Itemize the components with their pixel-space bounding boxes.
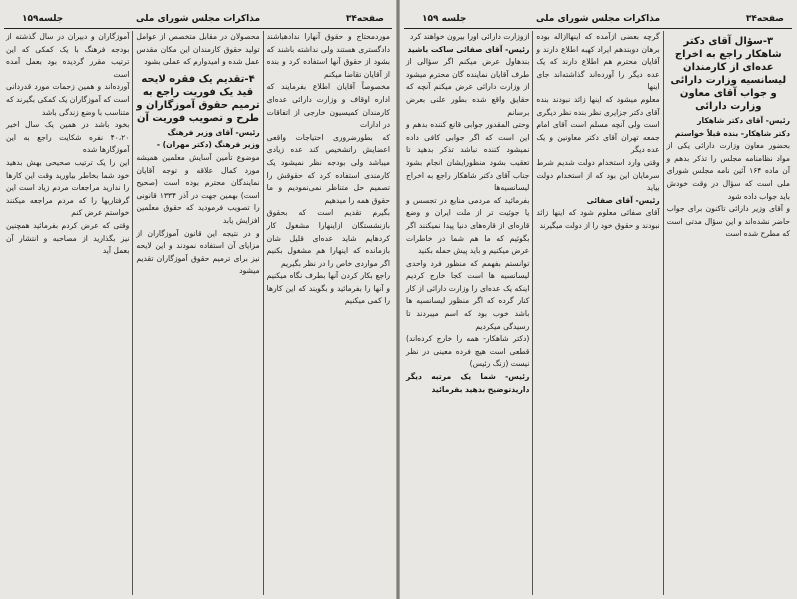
text-column xyxy=(263,31,393,595)
publication-title: مذاکرات مجلس شورای ملی xyxy=(535,14,661,24)
text-column xyxy=(532,31,662,595)
header-rule xyxy=(404,28,792,29)
speaker-line: رئیس- آقای دکتر شاهکار xyxy=(697,116,790,125)
session-number: جلسه۱۵۹ xyxy=(22,14,64,24)
speaker-line: دکتر شاهکار- بنده قبلاً خواستم xyxy=(674,128,790,138)
text-column xyxy=(3,31,132,595)
paragraph: آقای صفائی معلوم شود که اینها زائد نبودند و حقوق خود را از دولت میگیرند xyxy=(536,208,660,230)
paragraph: ازوزارت دارائی اورا بیرون خواهند کرد xyxy=(409,32,530,41)
page-header xyxy=(404,14,792,28)
paragraph: و آقای وزیر دارائی تاکنون برای جواب حاضر نشده‌اند و این سؤال مدتی است که مطرح شده است xyxy=(666,204,790,239)
paragraph: موضوع تأمین آسایش معلمین همیشه مورد کمال علاقه و توجه آقایان نمایندگان محترم بوده است (صحیح است) بهمین جهت در آذر ۱۳۳۴ قانونی را تصویب فرمودید که حقوق معلمین افزایش یابد xyxy=(136,152,260,225)
paragraph: موردمحتاج و حقوق آنهارا ندادهباشند دادگستری هستند ولی نداشته باشند که بشود از حقوق آنها استفاده کرد و بنده از آقایان تقاضا میکنم xyxy=(266,32,390,79)
text-column xyxy=(132,31,262,595)
paragraph: محصولان در مقابل متخصص از عوامل تولید حقوق کارمندان این مکان مقدس عمل شده و امیدوارم که عملی بشود xyxy=(136,32,260,67)
left-page xyxy=(0,0,396,599)
page-number: صفحه۳۴ xyxy=(745,14,784,24)
text-column xyxy=(663,31,793,595)
columns xyxy=(3,31,393,595)
speaker-line: رئیس- آقای صفائی xyxy=(586,195,660,205)
right-page xyxy=(400,0,796,599)
paragraph: آورده‌اند و همین زحمات مورد قدردانی است که آموزگاران یک کمکی بگیرند که متناسب با وضع زندگی باشد xyxy=(6,82,130,117)
paragraph: بخود باشد در همین یک سال اخیر ۴۰،۲۰ نفره شکایت راجع به این آموزگارها شده xyxy=(6,120,130,155)
paragraph: آموزگاران و دبیران در سال گذشته از بودجه فرهنگ با یک کمکی که این ترتیب مقرر گردیده بود بعمل آمده است xyxy=(6,32,130,79)
paragraph: توانستم بفهمم که منظور فرد واحدی لیسانسیه ها است کجا خارج کردیم اینکه یک عده‌ای را وزارت دارائی از کار کنار گرده که اگر منظور لیسانسیه ها باشد خوب بود که اسم میبردند تا رسیدگی میکردیم xyxy=(406,258,530,331)
paragraph: وقتی وارد استخدام دولت شدیم شرط سرمایان این بود که از استخدام دولت بیاید xyxy=(536,157,660,193)
paragraph: بفرمائید که مردمی منابع در تجسس و یا جوئیت تر از ملت ایران و وضع قاره‌ای از قاره‌های دنیا پیدا نمیکنند اگر بگوئیم که ما هم شما در خاطرات عرض میکنیم و باید پیش حمله بکنید xyxy=(406,195,530,256)
page-number: صفحه۳۴ xyxy=(345,14,384,24)
paragraph: بندهاول عرض میکنم اگر سؤالی از طرف آقایان نماینده گان محترم میشود از وزارت دارائی عرض میکنم آنچه که حقایق واقع شده بطور علنی بعرض برسانم xyxy=(406,57,530,117)
paragraph: که بطورضروری احتیاجات واقعی اعضایش راتشخیص کند عده زیادی میباشد ولی بودجه نظر نمیشود یک کارمندی استفاده کرد که حقوقش را تصمیم حل متناظر نمی‌نمودیم و ما حقوق همه را میدهیم xyxy=(266,132,390,205)
speaker-line: رئیس- شما یک مرتبه دیگر داریدتوضیح بدهید بفرمائید xyxy=(406,372,530,394)
columns xyxy=(403,31,793,595)
paragraph: و در نتیجه این قانون آموزگاران از مزایای آن استفاده نمودند و این لایحه نیز برای ترمیم حقوق آموزگاران تقدیم میشود xyxy=(136,228,260,276)
paragraph: مخصوصاً آقایان اطلاع بفرمایند که اداره اوقاف و وزارت دارائی عده‌ای کارمندان کمیسیون خارجی از اتفاقات در ادارات xyxy=(266,82,390,130)
speaker-line: رئیس- آقای وزیر فرهنگ xyxy=(167,127,260,137)
page-header xyxy=(4,14,392,28)
paragraph: این را یک ترتیب صحیحی بهش بدهید خود شما بخاطر بیاورید وقت این کارها را ندارید مراجعات مردم زیاد است این گرفتاریها را که مردم مراجعه میکنند خواستم عرض کنم xyxy=(6,157,130,218)
paragraph: وحتی المقدور جوابی قانع کننده بدهم و این است که اگر جوابی کافی داده نمیشود کننده نباشد تذکر بدهید تا تعقیب بشود منظورایشان انجام بشود جناب آقای دکتر شاهکار راجع به اخراج لیسانسیه‌ها xyxy=(406,120,530,193)
publication-title: مذاکرات مجلس شورای ملی xyxy=(135,14,261,24)
paragraph: وقتی که عرض کردم بفرمائید همچنین نیز بگذارید از مصاحبه و انتشار آن بعمل آید xyxy=(6,220,130,256)
speaker-line: وزیر فرهنگ (دکتر مهران) - xyxy=(156,140,260,150)
section-heading: ۳-سؤال آقای دکتر شاهکار راجع به اخراج عده‌ای از کارمندان لیسانسیه وزارت دارائی و جواب آقای معاون وزارت دارائی xyxy=(670,36,787,112)
paragraph: راجع بکار کردن آنها بطرف نگاه میکنیم و آنها را بفرمائید و بگویند که این کارها را کمی میکنیم xyxy=(266,271,390,306)
text-column xyxy=(403,31,532,595)
paragraph: معلوم میشود که اینها زائد نبودند بنده آقای دکتر جزایری نظر بنده نظر دیگری است ولی آنچه مسلم است آقای امام جمعه تهران آقای دکتر معاونین و یک عده دیگر xyxy=(536,94,660,155)
paragraph: بگیرم تقدیم است که بحقوق بازنشستگان ازاینهارا مشغول کار کردهایم شاید عده‌ای قلیل شان بازمانده که اینهارا هم مشغول بکنیم اگر مواردی خاص را در نظر بگیریم xyxy=(266,208,390,268)
speaker-line: رئیس- آقای صفائی ساکت باشید xyxy=(407,44,530,54)
session-number: جلسه ۱۵۹ xyxy=(422,14,467,24)
section-heading: ۴-تقدیم یک فقره لایحه قید یک فوریت راجع به ترمیم حقوق آموزگاران و طرح و تصویب فوریت آن xyxy=(136,73,260,124)
header-rule xyxy=(4,28,392,29)
paragraph: گرچه بعضی ازآمده که اینهاازاله بوده برهان دوبندهم ایراد کهبه اطلاع دارند و آقایان محترم هم اطلاع دارند که یک عده دیگر را آورده‌اند گذاشته‌اند جای اینها xyxy=(536,32,660,92)
paragraph: (دکتر شاهکار- همه را خارج کرده‌اند) قطعی است هیچ فرده معینی در نظر نیست (زنگ رئیس) xyxy=(406,334,530,369)
paragraph: بحضور معاون وزارت دارائی یکی از مواد نظامنامه مجلس را تذکر بدهم و آن ماده ۱۶۴ آئین نامه مجلس شورای ملی است که سؤال در وقت خودش باید جواب داده شود xyxy=(666,141,790,201)
